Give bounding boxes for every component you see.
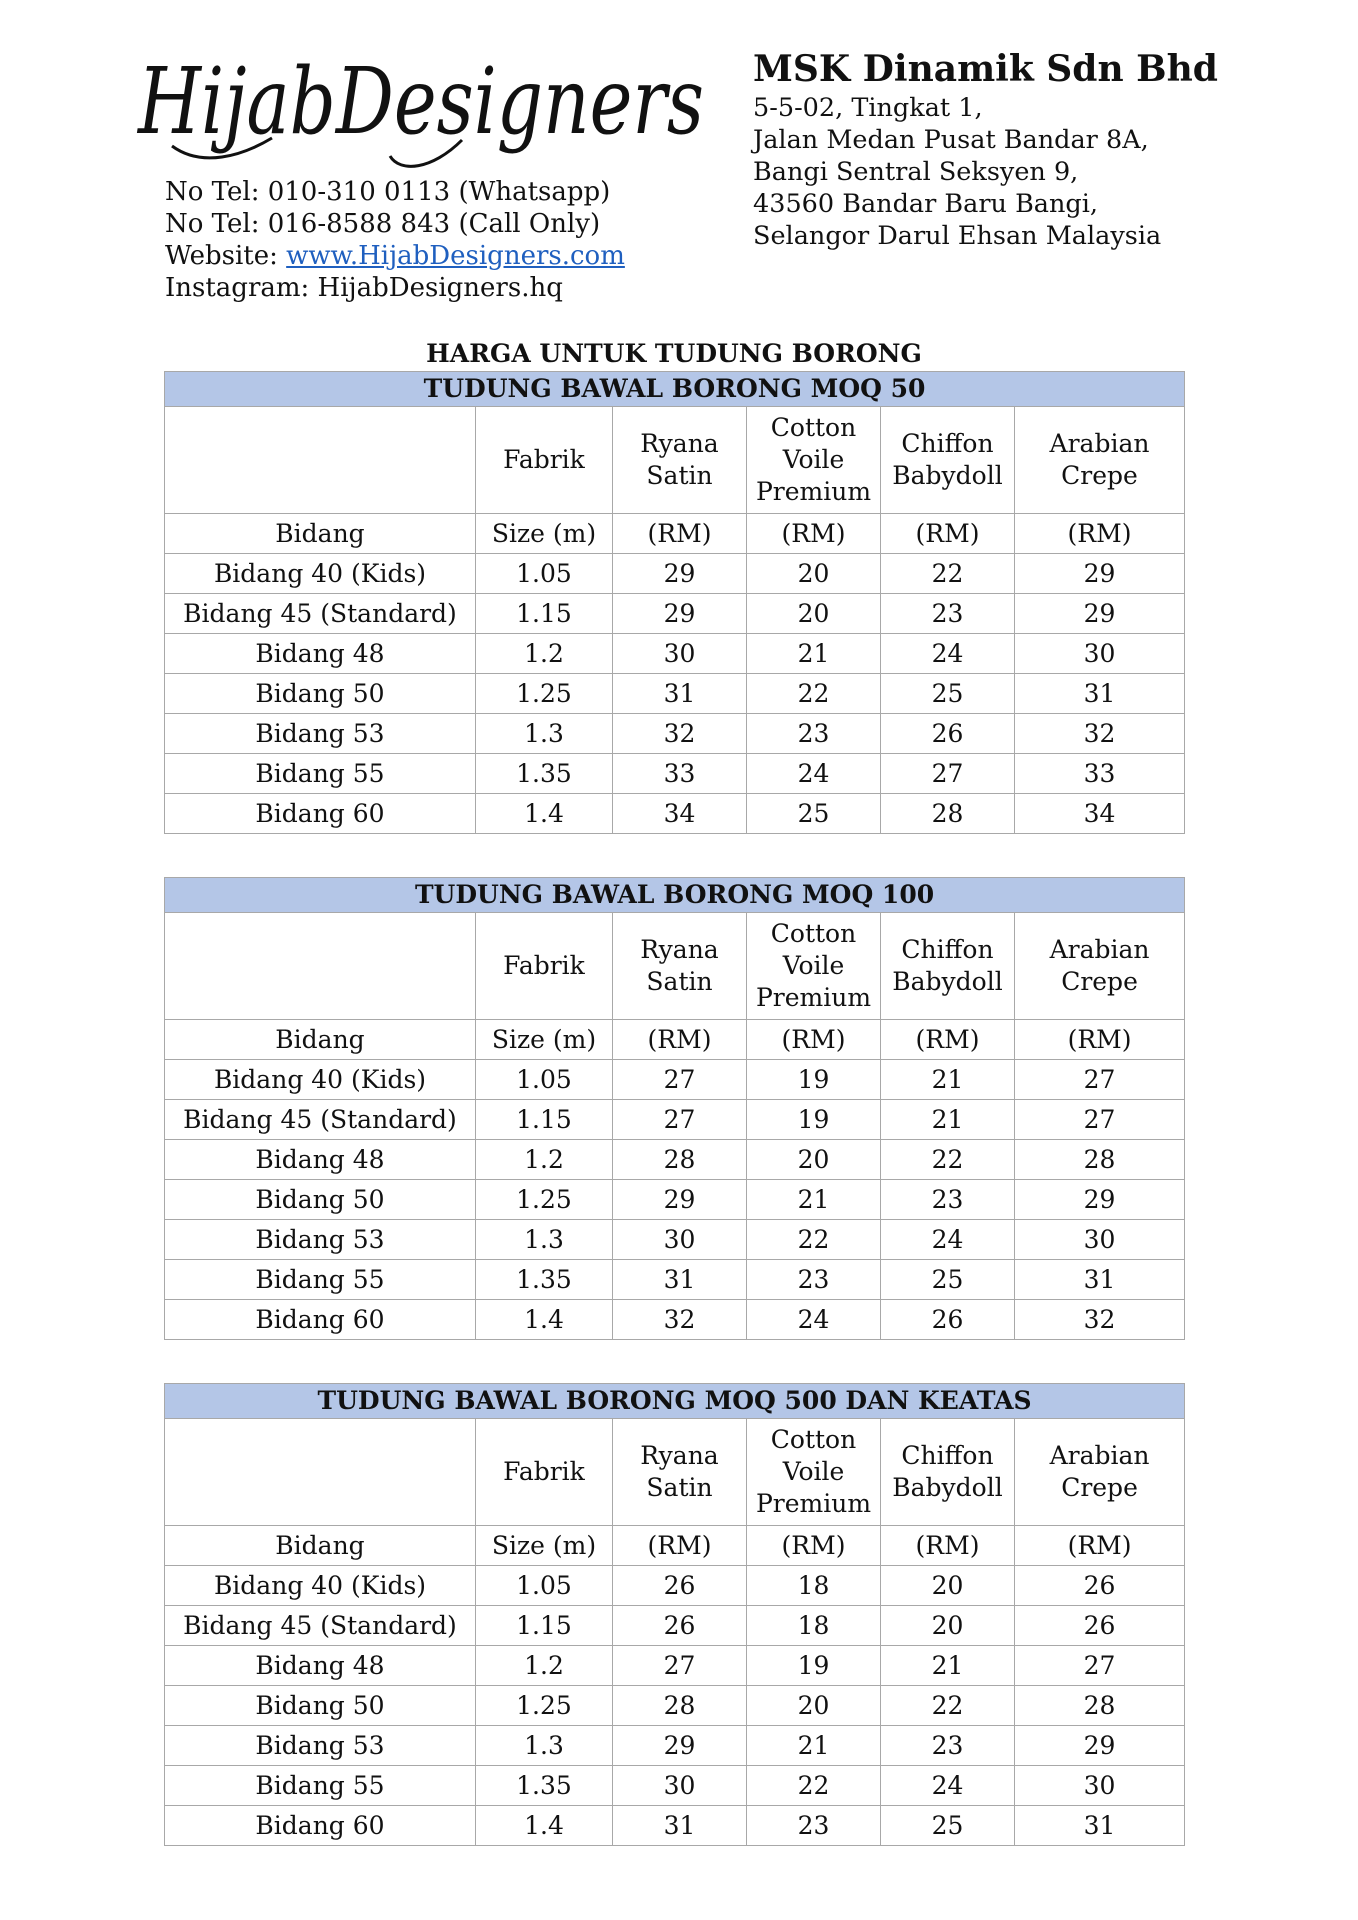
table-row [165, 1260, 1185, 1300]
cell-arabian-crepe: 32 [1015, 1300, 1185, 1340]
table-unit-row [165, 1020, 1185, 1060]
cell-size: 1.25 [476, 1686, 613, 1726]
cell-ryana-satin: 32 [613, 714, 747, 754]
cell-bidang: Bidang 53 [165, 1726, 476, 1766]
header-line: Babydoll [892, 1473, 1003, 1502]
header-line: Voile [782, 1457, 845, 1486]
cell-bidang: Bidang 45 (Standard) [165, 1606, 476, 1646]
cell-chiffon-babydoll: 22 [881, 1140, 1015, 1180]
cell-cotton-voile-premium: 20 [747, 594, 881, 634]
cell-size: 1.35 [476, 754, 613, 794]
cell-arabian-crepe: 27 [1015, 1646, 1185, 1686]
header-ryana-satin [613, 407, 747, 514]
table-row [165, 1100, 1185, 1140]
header-line: Babydoll [892, 967, 1003, 996]
cell-bidang: Bidang 40 (Kids) [165, 1060, 476, 1100]
cell-bidang: Bidang 50 [165, 1180, 476, 1220]
header-chiffon-babydoll [881, 1419, 1015, 1526]
cell-cotton-voile-premium: 19 [747, 1100, 881, 1140]
header-line: Arabian [1049, 935, 1150, 964]
company-name: MSK Dinamik Sdn Bhd [753, 48, 1218, 90]
cell-chiffon-babydoll: 24 [881, 634, 1015, 674]
cell-size: 1.3 [476, 1220, 613, 1260]
cell-size: 1.2 [476, 1140, 613, 1180]
header-line: Satin [646, 967, 713, 996]
cell-arabian-crepe: 32 [1015, 714, 1185, 754]
cell-size: 1.15 [476, 1100, 613, 1140]
cell-size: 1.2 [476, 634, 613, 674]
cell-chiffon-babydoll: 24 [881, 1766, 1015, 1806]
cell-ryana-satin: 30 [613, 1220, 747, 1260]
cell-ryana-satin: 33 [613, 754, 747, 794]
table-title-row [165, 1384, 1185, 1419]
cell-cotton-voile-premium: 21 [747, 1180, 881, 1220]
cell-cotton-voile-premium: 19 [747, 1060, 881, 1100]
table-row [165, 674, 1185, 714]
cell-bidang: Bidang 48 [165, 1646, 476, 1686]
cell-chiffon-babydoll: 24 [881, 1220, 1015, 1260]
cell-bidang: Bidang 45 (Standard) [165, 594, 476, 634]
cell-chiffon-babydoll: 22 [881, 554, 1015, 594]
header-line: Crepe [1061, 1473, 1138, 1502]
cell-arabian-crepe: 29 [1015, 554, 1185, 594]
unit-chiffon-babydoll: (RM) [881, 1526, 1015, 1566]
cell-ryana-satin: 29 [613, 554, 747, 594]
cell-chiffon-babydoll: 26 [881, 714, 1015, 754]
unit-arabian-crepe: (RM) [1015, 1020, 1185, 1060]
cell-ryana-satin: 31 [613, 1806, 747, 1846]
cell-arabian-crepe: 27 [1015, 1060, 1185, 1100]
table-row [165, 794, 1185, 834]
website-line [165, 240, 625, 272]
cell-chiffon-babydoll: 26 [881, 1300, 1015, 1340]
table-title: TUDUNG BAWAL BORONG MOQ 500 DAN KEATAS [165, 1384, 1185, 1419]
cell-chiffon-babydoll: 25 [881, 674, 1015, 714]
cell-cotton-voile-premium: 24 [747, 1300, 881, 1340]
table-header-row [165, 407, 1185, 514]
cell-size: 1.4 [476, 1806, 613, 1846]
cell-arabian-crepe: 29 [1015, 594, 1185, 634]
cell-chiffon-babydoll: 25 [881, 1806, 1015, 1846]
cell-cotton-voile-premium: 20 [747, 1686, 881, 1726]
cell-cotton-voile-premium: 22 [747, 1766, 881, 1806]
cell-ryana-satin: 27 [613, 1646, 747, 1686]
cell-size: 1.3 [476, 714, 613, 754]
cell-chiffon-babydoll: 25 [881, 1260, 1015, 1300]
unit-ryana-satin: (RM) [613, 514, 747, 554]
cell-cotton-voile-premium: 21 [747, 634, 881, 674]
cell-cotton-voile-premium: 23 [747, 714, 881, 754]
phone-whatsapp: No Tel: 010-310 0113 (Whatsapp) [165, 177, 611, 207]
cell-size: 1.05 [476, 1060, 613, 1100]
cell-bidang: Bidang 53 [165, 714, 476, 754]
table-row [165, 1566, 1185, 1606]
cell-arabian-crepe: 30 [1015, 1766, 1185, 1806]
table-title: TUDUNG BAWAL BORONG MOQ 50 [165, 372, 1185, 407]
cell-arabian-crepe: 30 [1015, 1220, 1185, 1260]
unit-bidang: Bidang [165, 1526, 476, 1566]
cell-size: 1.15 [476, 594, 613, 634]
header-line: Ryana [640, 1441, 719, 1470]
cell-cotton-voile-premium: 19 [747, 1646, 881, 1686]
cell-size: 1.4 [476, 794, 613, 834]
unit-bidang: Bidang [165, 1020, 476, 1060]
table-unit-row [165, 1526, 1185, 1566]
cell-ryana-satin: 32 [613, 1300, 747, 1340]
table-title-row [165, 372, 1185, 407]
header-fabrik: Fabrik [476, 1419, 613, 1526]
cell-bidang: Bidang 48 [165, 634, 476, 674]
cell-chiffon-babydoll: 21 [881, 1646, 1015, 1686]
cell-ryana-satin: 26 [613, 1606, 747, 1646]
cell-bidang: Bidang 55 [165, 754, 476, 794]
unit-ryana-satin: (RM) [613, 1020, 747, 1060]
brand-logo [132, 28, 712, 178]
table-row [165, 1806, 1185, 1846]
table-row [165, 1060, 1185, 1100]
table-row [165, 1686, 1185, 1726]
table-title-row [165, 878, 1185, 913]
cell-bidang: Bidang 48 [165, 1140, 476, 1180]
cell-bidang: Bidang 50 [165, 1686, 476, 1726]
cell-bidang: Bidang 60 [165, 1806, 476, 1846]
table-row [165, 554, 1185, 594]
address-line: Bangi Sentral Seksyen 9, [753, 157, 1079, 187]
cell-arabian-crepe: 30 [1015, 634, 1185, 674]
cell-chiffon-babydoll: 22 [881, 1686, 1015, 1726]
cell-cotton-voile-premium: 20 [747, 1140, 881, 1180]
cell-ryana-satin: 31 [613, 1260, 747, 1300]
address-line: 43560 Bandar Baru Bangi, [753, 189, 1099, 219]
header-line: Satin [646, 1473, 713, 1502]
table-row [165, 1766, 1185, 1806]
header-line: Ryana [640, 935, 719, 964]
header-line: Chiffon [901, 935, 994, 964]
cell-chiffon-babydoll: 23 [881, 1180, 1015, 1220]
cell-ryana-satin: 28 [613, 1686, 747, 1726]
cell-arabian-crepe: 29 [1015, 1180, 1185, 1220]
cell-arabian-crepe: 31 [1015, 1806, 1185, 1846]
table-row [165, 1726, 1185, 1766]
cell-arabian-crepe: 26 [1015, 1606, 1185, 1646]
header-line: Ryana [640, 429, 719, 458]
header-ryana-satin [613, 1419, 747, 1526]
unit-arabian-crepe: (RM) [1015, 1526, 1185, 1566]
page-title: HARGA UNTUK TUDUNG BORONG [426, 339, 922, 368]
company-block [753, 46, 1218, 252]
unit-cotton-voile-premium: (RM) [747, 514, 881, 554]
header-line: Babydoll [892, 461, 1003, 490]
cell-arabian-crepe: 28 [1015, 1140, 1185, 1180]
header-empty-cell [165, 407, 476, 514]
cell-chiffon-babydoll: 21 [881, 1100, 1015, 1140]
cell-size: 1.05 [476, 554, 613, 594]
unit-chiffon-babydoll: (RM) [881, 514, 1015, 554]
cell-bidang: Bidang 60 [165, 794, 476, 834]
table-row [165, 1606, 1185, 1646]
cell-size: 1.35 [476, 1260, 613, 1300]
table-row [165, 1646, 1185, 1686]
cell-ryana-satin: 29 [613, 1726, 747, 1766]
header-line: Voile [782, 445, 845, 474]
cell-ryana-satin: 26 [613, 1566, 747, 1606]
header-line: Cotton [770, 919, 857, 948]
cell-size: 1.3 [476, 1726, 613, 1766]
cell-bidang: Bidang 45 (Standard) [165, 1100, 476, 1140]
cell-chiffon-babydoll: 27 [881, 754, 1015, 794]
header-fabrik: Fabrik [476, 407, 613, 514]
cell-ryana-satin: 29 [613, 1180, 747, 1220]
table-row [165, 714, 1185, 754]
header-line: Premium [755, 477, 872, 506]
cell-arabian-crepe: 34 [1015, 794, 1185, 834]
cell-ryana-satin: 27 [613, 1100, 747, 1140]
header-line: Premium [755, 1489, 872, 1518]
cell-ryana-satin: 31 [613, 674, 747, 714]
cell-size: 1.15 [476, 1606, 613, 1646]
table-row [165, 1140, 1185, 1180]
website-link[interactable]: www.HijabDesigners.com [286, 241, 625, 271]
header-cotton-voile-premium [747, 1419, 881, 1526]
header-arabian-crepe [1015, 407, 1185, 514]
cell-arabian-crepe: 28 [1015, 1686, 1185, 1726]
cell-cotton-voile-premium: 23 [747, 1806, 881, 1846]
cell-bidang: Bidang 55 [165, 1766, 476, 1806]
table-row [165, 1180, 1185, 1220]
cell-arabian-crepe: 31 [1015, 674, 1185, 714]
unit-size: Size (m) [476, 1020, 613, 1060]
table-row [165, 754, 1185, 794]
cell-chiffon-babydoll: 21 [881, 1060, 1015, 1100]
cell-size: 1.35 [476, 1766, 613, 1806]
table-row [165, 1300, 1185, 1340]
phone-call: No Tel: 016-8588 843 (Call Only) [165, 209, 601, 239]
unit-arabian-crepe: (RM) [1015, 514, 1185, 554]
unit-size: Size (m) [476, 514, 613, 554]
cell-ryana-satin: 27 [613, 1060, 747, 1100]
cell-bidang: Bidang 40 (Kids) [165, 554, 476, 594]
cell-cotton-voile-premium: 22 [747, 674, 881, 714]
cell-cotton-voile-premium: 23 [747, 1260, 881, 1300]
header-line: Crepe [1061, 967, 1138, 996]
unit-cotton-voile-premium: (RM) [747, 1526, 881, 1566]
cell-bidang: Bidang 53 [165, 1220, 476, 1260]
cell-ryana-satin: 30 [613, 1766, 747, 1806]
cell-ryana-satin: 30 [613, 634, 747, 674]
header-line: Voile [782, 951, 845, 980]
cell-cotton-voile-premium: 18 [747, 1566, 881, 1606]
unit-size: Size (m) [476, 1526, 613, 1566]
cell-size: 1.25 [476, 1180, 613, 1220]
brand-logo-text: HijabDesigners [136, 48, 705, 155]
cell-bidang: Bidang 55 [165, 1260, 476, 1300]
table-row [165, 594, 1185, 634]
table-row [165, 634, 1185, 674]
header-ryana-satin [613, 913, 747, 1020]
unit-ryana-satin: (RM) [613, 1526, 747, 1566]
cell-bidang: Bidang 60 [165, 1300, 476, 1340]
cell-bidang: Bidang 40 (Kids) [165, 1566, 476, 1606]
price-table-moq-50 [164, 371, 1185, 834]
cell-chiffon-babydoll: 23 [881, 1726, 1015, 1766]
header-empty-cell [165, 1419, 476, 1526]
cell-cotton-voile-premium: 24 [747, 754, 881, 794]
price-table-moq-100 [164, 877, 1185, 1340]
table-header-row [165, 913, 1185, 1020]
cell-arabian-crepe: 26 [1015, 1566, 1185, 1606]
instagram-line: Instagram: HijabDesigners.hq [165, 273, 563, 303]
unit-cotton-voile-premium: (RM) [747, 1020, 881, 1060]
header-chiffon-babydoll [881, 913, 1015, 1020]
header-line: Chiffon [901, 429, 994, 458]
cell-size: 1.05 [476, 1566, 613, 1606]
price-table-moq-500 [164, 1383, 1185, 1846]
address-line: 5-5-02, Tingkat 1, [753, 93, 983, 123]
table-title: TUDUNG BAWAL BORONG MOQ 100 [165, 878, 1185, 913]
cell-size: 1.25 [476, 674, 613, 714]
header-empty-cell [165, 913, 476, 1020]
header-line: Arabian [1049, 429, 1150, 458]
cell-chiffon-babydoll: 28 [881, 794, 1015, 834]
header-line: Cotton [770, 413, 857, 442]
header-arabian-crepe [1015, 913, 1185, 1020]
address-line: Jalan Medan Pusat Bandar 8A, [753, 125, 1149, 155]
header-cotton-voile-premium [747, 913, 881, 1020]
cell-cotton-voile-premium: 25 [747, 794, 881, 834]
cell-ryana-satin: 34 [613, 794, 747, 834]
cell-chiffon-babydoll: 23 [881, 594, 1015, 634]
website-label: Website: [165, 241, 287, 271]
header-arabian-crepe [1015, 1419, 1185, 1526]
header-line: Crepe [1061, 461, 1138, 490]
cell-arabian-crepe: 31 [1015, 1260, 1185, 1300]
cell-arabian-crepe: 27 [1015, 1100, 1185, 1140]
cell-chiffon-babydoll: 20 [881, 1606, 1015, 1646]
cell-bidang: Bidang 50 [165, 674, 476, 714]
header-line: Premium [755, 983, 872, 1012]
cell-ryana-satin: 28 [613, 1140, 747, 1180]
header-line: Chiffon [901, 1441, 994, 1470]
unit-bidang: Bidang [165, 514, 476, 554]
cell-cotton-voile-premium: 20 [747, 554, 881, 594]
cell-arabian-crepe: 29 [1015, 1726, 1185, 1766]
brand-logo-image [132, 28, 712, 178]
table-row [165, 1220, 1185, 1260]
table-header-row [165, 1419, 1185, 1526]
table-unit-row [165, 514, 1185, 554]
unit-chiffon-babydoll: (RM) [881, 1020, 1015, 1060]
header-chiffon-babydoll [881, 407, 1015, 514]
header-line: Arabian [1049, 1441, 1150, 1470]
header-fabrik: Fabrik [476, 913, 613, 1020]
cell-cotton-voile-premium: 21 [747, 1726, 881, 1766]
header-cotton-voile-premium [747, 407, 881, 514]
cell-chiffon-babydoll: 20 [881, 1566, 1015, 1606]
cell-ryana-satin: 29 [613, 594, 747, 634]
cell-cotton-voile-premium: 18 [747, 1606, 881, 1646]
address-line: Selangor Darul Ehsan Malaysia [753, 221, 1162, 251]
cell-cotton-voile-premium: 22 [747, 1220, 881, 1260]
header-line: Satin [646, 461, 713, 490]
cell-size: 1.2 [476, 1646, 613, 1686]
cell-size: 1.4 [476, 1300, 613, 1340]
contact-block [165, 176, 625, 304]
cell-arabian-crepe: 33 [1015, 754, 1185, 794]
header-line: Cotton [770, 1425, 857, 1454]
